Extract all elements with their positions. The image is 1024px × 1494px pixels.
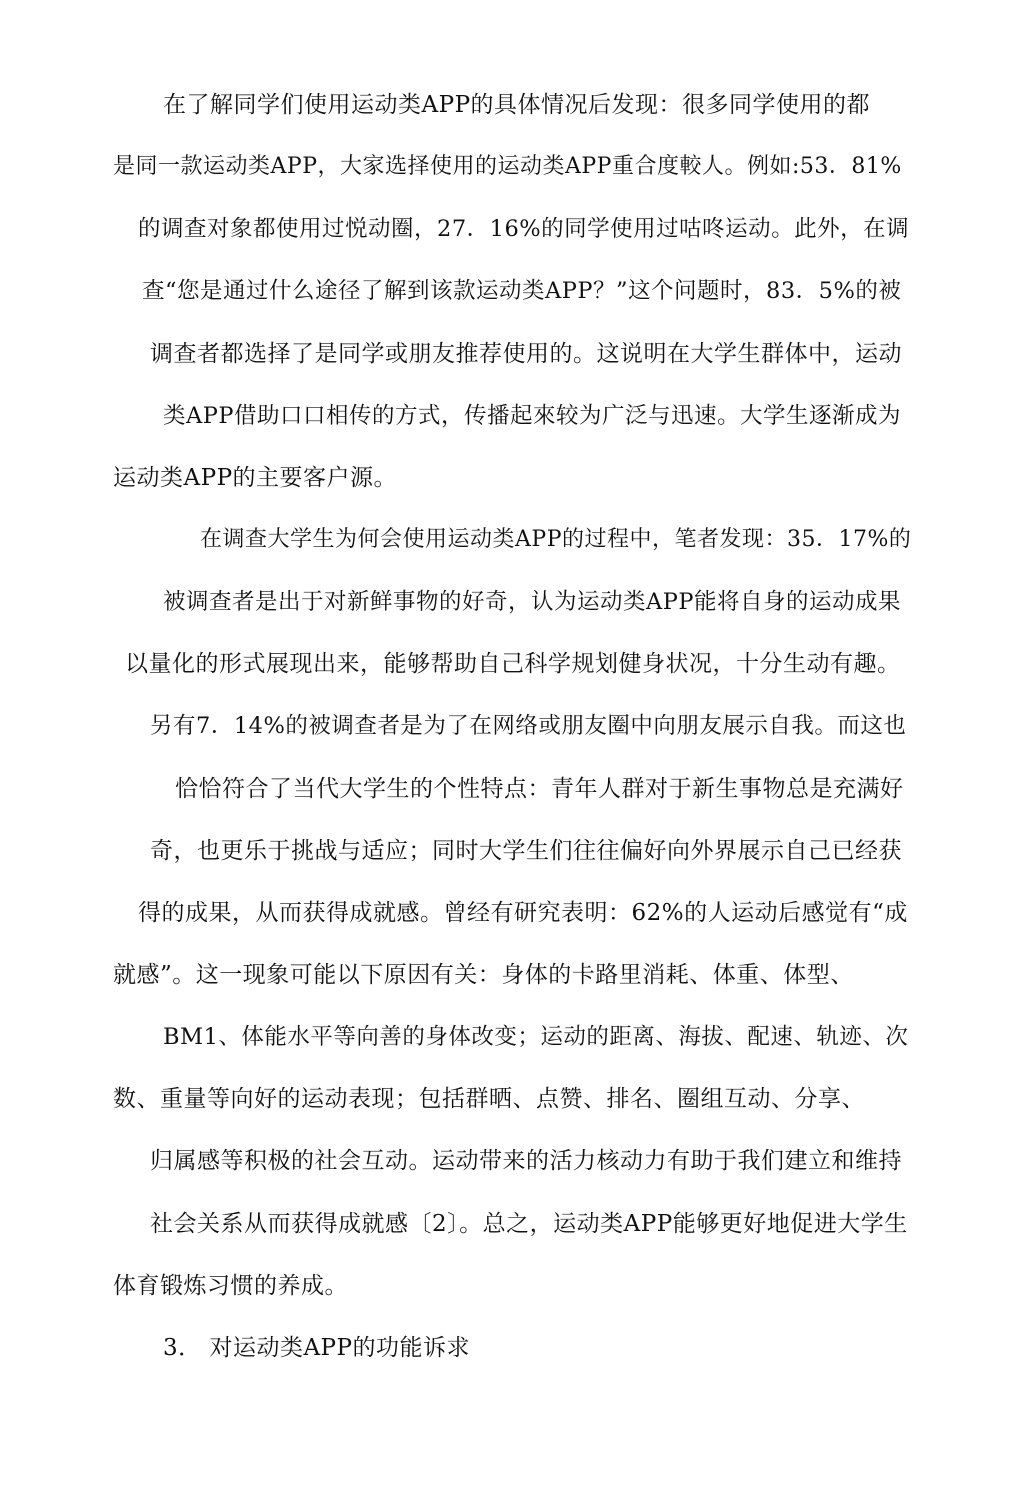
text-line: BM1、体能水平等向善的身体改变；运动的距离、海拔、配速、轨迹、次 — [163, 1024, 909, 1050]
text-line: 恰恰符合了当代大学生的个性特点：青年人群对于新生事物总是充满好 — [175, 776, 904, 802]
text-line: 被调查者是出于对新鲜事物的好奇，认为运动类APP能将自身的运动成果 — [163, 589, 902, 615]
text-line: 查“您是通过什么途径了解到该款运动类APP？”这个问题时，83．5%的被 — [142, 278, 902, 304]
text-line: 在调查大学生为何会使用运动类APP的过程中，笔者发现：35．17%的 — [200, 527, 912, 552]
text-line: 数、重量等向好的运动表现；包括群晒、点赞、排名、圈组互动、分享、 — [113, 1086, 865, 1112]
text-line: 是同一款运动类APP，大家选择使用的运动类APP重合度較人。例如:53．81% — [113, 154, 902, 179]
text-line: 另有7．14%的被调查者是为了在网络或朋友圈中向朋友展示自我。而这也 — [150, 713, 907, 739]
section-heading: 3． 对运动类APP的功能诉求 — [163, 1335, 471, 1361]
text-line: 归属感等积极的社会互动。运动带来的活力核动力有助于我们建立和维持 — [150, 1148, 902, 1174]
text-line: 体育锻炼习惯的养成。 — [113, 1273, 348, 1299]
text-line: 以量化的形式展现出来，能够帮助自己科学规划健身状况，十分生动有趣。 — [125, 651, 901, 677]
text-line: 得的成果，从而获得成就感。曾经有研究表明：62%的人运动后感觉有“成 — [138, 900, 908, 926]
text-line: 在了解同学们使用运动类APP的具体情况后发现：很多同学使用的都 — [163, 92, 871, 118]
text-line: 社会关系从而获得成就感〔2〕。总之，运动类APP能够更好地促进大学生 — [150, 1211, 908, 1237]
text-line: 奇，也更乐于挑战与适应；同时大学生们往往偏好向外界展示自己已经获 — [150, 838, 902, 864]
text-line: 调查者都选择了是同学或朋友推荐使用的。这说明在大学生群体中，运动 — [150, 341, 902, 367]
text-line: 就感”。这一现象可能以下原因有关：身体的卡路里消耗、体重、体型、 — [113, 962, 854, 988]
text-line: 运动类APP的主要客户源。 — [113, 465, 398, 491]
text-line: 的调查对象都使用过悦动圈，27．16%的同学使用过咕咚运动。此外，在调 — [138, 216, 910, 242]
text-line: 类APP借助口口相传的方式，传播起來较为广泛与迅速。大学生逐渐成为 — [163, 403, 902, 429]
